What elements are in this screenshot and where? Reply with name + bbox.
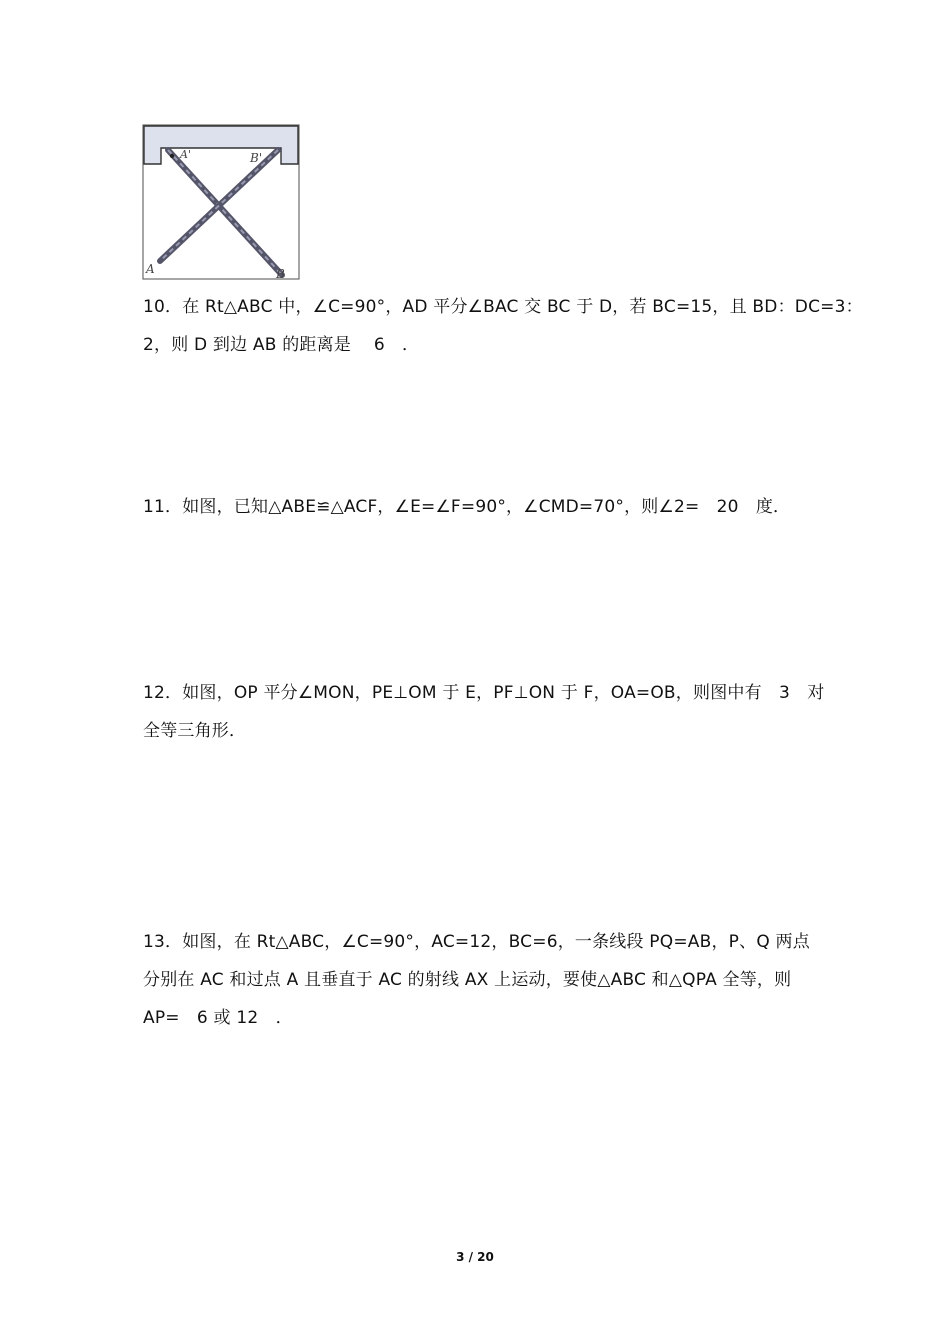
- label-b-prime: B': [250, 151, 263, 165]
- pivot-point: [170, 154, 174, 158]
- question-13-line-2: 分别在 AC 和过点 A 且垂直于 AC 的射线 AX 上运动，要使△ABC 和△QPA 全等，则: [143, 970, 792, 990]
- label-a-prime: A': [180, 148, 191, 161]
- question-12-line-1: 12．如图，OP 平分∠MON，PE⊥OM 于 E，PF⊥ON 于 F，OA=OB，则图中有 3 对: [143, 683, 825, 703]
- question-10-line-1: 10．在 Rt△ABC 中，∠C=90°，AD 平分∠BAC 交 BC 于 D，若 BC=15，且 BD：DC=3：: [143, 297, 863, 317]
- question-13-line-1: 13．如图，在 Rt△ABC，∠C=90°，AC=12，BC=6，一条线段 PQ=AB，P、Q 两点: [143, 932, 810, 952]
- crossed-bars-diagram: [142, 124, 300, 280]
- question-12-line-2: 全等三角形．: [143, 721, 247, 741]
- crossed-bars-figure: [142, 124, 300, 280]
- question-10-line-2: 2，则 D 到边 AB 的距离是 6 ．: [143, 335, 420, 355]
- question-13-line-3: AP= 6 或 12 ．: [143, 1008, 293, 1028]
- label-a: A: [146, 262, 155, 276]
- question-11-line-1: 11．如图，已知△ABE≌△ACF，∠E=∠F=90°，∠CMD=70°，则∠2= 20 度．: [143, 497, 791, 517]
- page-number: 3 / 20: [456, 1250, 494, 1264]
- label-b: B: [276, 267, 285, 280]
